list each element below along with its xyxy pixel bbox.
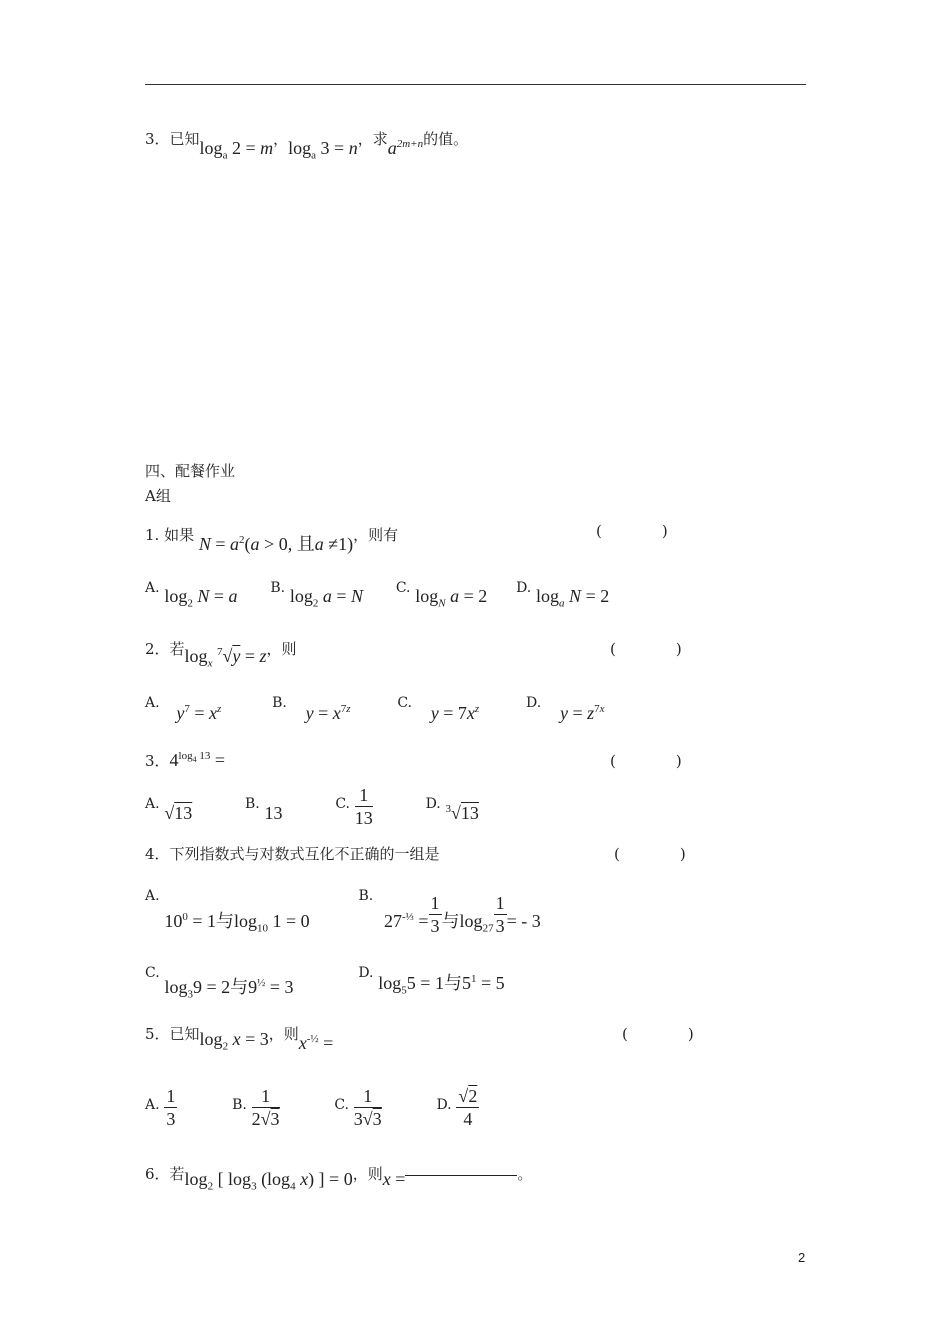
- p6-label: 6．若: [145, 1165, 185, 1183]
- p1-answer-paren: ( ): [596, 522, 668, 540]
- p6-tail: ，则: [352, 1165, 383, 1183]
- q3-label: 3．已知: [145, 130, 200, 148]
- p4-options-ab: A. $10^0 = 1$与$\log_{10} 1 = 0$ B. $27^{-\frac{1}{3}}$ = $\frac{1}{3}$ 与$\log_{27}$ $\frac{1}{3}$ = - 3: [145, 888, 541, 936]
- p5-label: 5．已知: [145, 1025, 200, 1043]
- p3-label: 3．: [145, 752, 170, 770]
- q3-sep1: ，: [273, 130, 289, 148]
- p1-expr: $N = a^2(a > 0$, 且a ≠1): [198, 534, 354, 554]
- q3-sep2: ，求: [357, 130, 388, 148]
- p6-end: 。: [517, 1165, 533, 1183]
- q3-tail: 的值。: [423, 130, 469, 148]
- problem-3: 3．$4^{log_4 13}$ =: [145, 750, 226, 770]
- p2-options: A. $y^7 = x^z$ B. $y = x^{7z}$ C. $y = 7x^z$ D. $y = z^{7x}$: [145, 695, 605, 723]
- header-rule: [145, 84, 806, 85]
- p5-tail: ，则: [268, 1025, 299, 1043]
- p1-label: 1. 如果: [145, 526, 195, 544]
- group-label: A组: [145, 487, 171, 505]
- page-number: 2: [798, 1250, 806, 1265]
- problem-2: 2．若$\log_x ^7√y = z$，则: [145, 640, 297, 670]
- p4-answer-paren: ( ): [614, 845, 686, 863]
- p3-options: A. √13 B. 13 C. $\frac{1}{13}$ D. $^3$√13: [145, 785, 479, 828]
- p3-answer-paren: ( ): [610, 752, 682, 770]
- problem-6: 6．若$\log_2$ [ $\log_3 (\log_4$ x) ] = 0，则x = 。: [145, 1165, 533, 1193]
- p5-answer-paren: ( ): [622, 1025, 694, 1043]
- problem-5: 5．已知$\log_2 x = 3$，则$x^{-\frac{1}{2}}$ =: [145, 1025, 334, 1053]
- problem-4: 4．下列指数式与对数式互化不正确的一组是: [145, 845, 440, 863]
- p5-options: A. $\frac{1}{3}$ B. $\frac{1}{2√3}$ C. $\frac{1}{3√3}$ D. $\frac{√2}{4}$: [145, 1086, 478, 1129]
- p2-label: 2．若: [145, 640, 185, 658]
- p1-tail: ，则有: [353, 526, 399, 544]
- question-3: 3．已知$\log_a 2 = m$，$\log_a 3 = n$，求$a^{2m+n}$的值。: [145, 130, 469, 162]
- p6-answer-blank[interactable]: [405, 1175, 517, 1176]
- p4-options-cd: C. $\log_39 = 2$与$9^{\frac{1}{2}} = 3$ D. $\log_55 = 1$与$5^1 = 5$: [145, 965, 505, 1001]
- p1-options: A. $\log_2 N = a$ B. $\log_2 a = N$ C. $\log_N a = 2$ D. $\log_a N = 2$: [145, 580, 610, 610]
- section-title: 四、配餐作业: [145, 462, 236, 480]
- problem-1: [145, 520, 399, 554]
- p2-tail: ，则: [266, 640, 297, 658]
- p2-answer-paren: ( ): [610, 640, 682, 658]
